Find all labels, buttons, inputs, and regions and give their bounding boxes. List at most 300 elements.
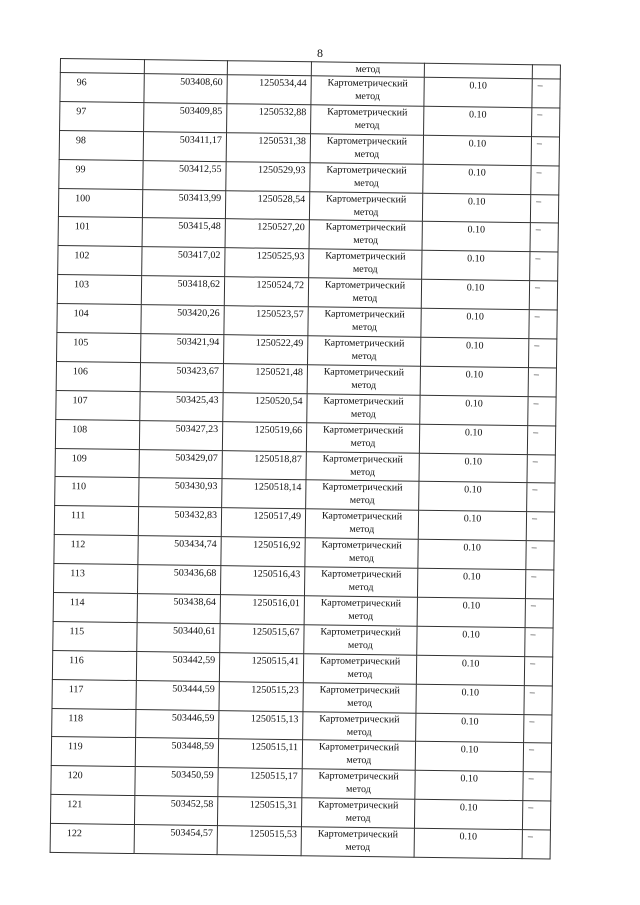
x-coordinate-cell — [139, 420, 222, 450]
point-number-cell — [52, 708, 136, 738]
x-coordinate-cell — [142, 189, 225, 219]
method-line-1: Картометрический — [321, 568, 402, 581]
precision-value: 0.10 — [466, 282, 485, 294]
method-line-2: метод — [348, 610, 374, 623]
method-line-1: Картометрический — [325, 221, 406, 234]
method-cell — [309, 249, 422, 279]
point-number-cell — [51, 737, 135, 767]
precision-cell — [422, 251, 530, 281]
method-cell — [302, 769, 415, 799]
y-coordinate-cell — [217, 797, 301, 827]
method-line-2: метод — [350, 437, 376, 449]
precision-value: 0.10 — [459, 802, 478, 814]
x-coordinate: 503444,59 — [172, 683, 215, 695]
x-coordinate: 503409,85 — [179, 105, 223, 118]
y-coordinate: 1250516,92 — [253, 539, 301, 552]
method-line-2: метод — [347, 668, 373, 680]
y-coordinate-cell — [225, 248, 309, 278]
precision-value: 0.10 — [468, 138, 487, 150]
precision-cell — [418, 511, 526, 541]
precision-cell — [416, 684, 524, 714]
x-coordinate-cell — [137, 622, 220, 652]
method-cell — [305, 509, 418, 539]
method-line-2: метод — [352, 264, 378, 276]
y-coordinate: 1250515,53 — [249, 828, 297, 841]
x-coordinate: 503423,67 — [176, 365, 219, 378]
point-number-cell — [57, 332, 141, 362]
cell-empty — [227, 61, 311, 76]
x-coordinate-cell — [136, 651, 219, 681]
x-coordinate: 503417,02 — [177, 249, 221, 262]
precision-cell — [414, 799, 522, 829]
x-coordinate-cell — [140, 362, 223, 392]
precision-value: 0.10 — [464, 455, 483, 468]
point-number: 122 — [66, 828, 82, 840]
note-value: – — [533, 398, 539, 410]
y-coordinate-cell — [226, 132, 310, 162]
x-coordinate-cell — [143, 131, 226, 161]
x-coordinate-cell — [141, 305, 224, 335]
y-coordinate: 1250516,01 — [252, 597, 300, 610]
method-line-1: Картометрический — [325, 250, 406, 263]
table-row — [50, 824, 550, 859]
precision-value: 0.10 — [461, 658, 480, 670]
precision-value: 0.10 — [464, 427, 483, 439]
x-coordinate: 503429,07 — [175, 452, 218, 464]
note-cell — [525, 599, 553, 628]
precision-value: 0.10 — [465, 369, 484, 381]
method-line-1: Картометрический — [321, 510, 403, 523]
x-coordinate-cell — [143, 160, 226, 190]
point-number: 115 — [69, 626, 85, 638]
note-cell — [529, 310, 557, 339]
note-cell — [524, 685, 552, 714]
method-cell — [311, 105, 424, 135]
point-number: 97 — [76, 106, 87, 118]
note-value: – — [535, 253, 541, 265]
point-number-cell — [54, 506, 138, 536]
point-number-cell — [52, 650, 136, 680]
note-value: – — [537, 109, 543, 121]
point-number-cell — [60, 73, 144, 103]
note-cell — [532, 79, 560, 108]
note-cell — [526, 541, 554, 570]
method-line-1: Картометрический — [326, 164, 407, 177]
point-number-cell — [55, 419, 139, 449]
y-coordinate: 1250519,66 — [254, 424, 303, 436]
y-coordinate-cell — [219, 710, 303, 740]
note-cell — [530, 223, 558, 252]
point-number-cell — [55, 477, 139, 507]
method-line-2: метод — [348, 581, 374, 594]
y-coordinate: 1250516,43 — [252, 568, 301, 581]
y-coordinate: 1250520,54 — [254, 395, 303, 408]
note-value: – — [533, 426, 539, 438]
precision-value: 0.10 — [467, 224, 486, 237]
method-line-2: метод — [349, 524, 375, 536]
method-line-2: метод — [352, 293, 378, 305]
precision-value: 0.10 — [468, 109, 487, 121]
x-coordinate-cell — [135, 767, 218, 797]
point-number-cell — [57, 275, 141, 305]
y-coordinate: 1250515,41 — [251, 655, 300, 667]
method-line-1: Картометрический — [326, 135, 408, 148]
note-cell — [528, 396, 556, 425]
y-coordinate: 1250527,20 — [257, 222, 305, 234]
y-coordinate-cell — [220, 595, 304, 625]
method-line-1: Картометрический — [317, 828, 399, 841]
point-number: 112 — [70, 539, 86, 551]
point-number: 114 — [69, 597, 85, 609]
x-coordinate: 503440,61 — [172, 625, 216, 638]
precision-value: 0.10 — [465, 340, 484, 352]
point-number-cell — [59, 130, 143, 160]
x-coordinate-cell — [140, 391, 223, 421]
precision-cell — [417, 626, 525, 656]
point-number-cell — [52, 679, 136, 709]
precision-cell — [420, 366, 528, 396]
y-coordinate-cell — [218, 739, 302, 769]
method-line-2: метод — [345, 841, 371, 854]
method-cell — [308, 307, 421, 337]
x-coordinate: 503415,48 — [178, 221, 221, 233]
method-line-1: Картометрический — [327, 77, 408, 90]
point-number: 106 — [72, 366, 88, 378]
method-line-2: метод — [351, 379, 377, 392]
method-line-2: метод — [349, 495, 375, 507]
y-coordinate: 1250515,11 — [250, 742, 299, 754]
point-number: 98 — [75, 134, 86, 147]
note-value: – — [528, 802, 534, 814]
point-number-cell — [59, 159, 143, 189]
note-cell — [528, 368, 556, 397]
method-line-1: Картометрический — [320, 626, 401, 639]
method-line-2: метод — [346, 726, 372, 738]
precision-value: 0.10 — [459, 831, 478, 843]
x-coordinate-cell — [134, 796, 217, 826]
y-coordinate: 1250522,49 — [255, 337, 304, 350]
note-cell — [523, 772, 551, 801]
precision-cell — [416, 655, 524, 685]
point-number: 109 — [71, 452, 87, 464]
note-cell — [532, 108, 560, 137]
note-cell — [525, 570, 553, 599]
x-coordinate: 503450,59 — [171, 769, 214, 782]
note-value: – — [527, 831, 533, 843]
method-line-2: метод — [347, 639, 373, 652]
precision-cell — [418, 539, 526, 569]
y-coordinate: 1250517,49 — [253, 510, 302, 523]
note-cell — [527, 483, 555, 512]
y-coordinate: 1250515,23 — [251, 684, 299, 696]
point-number: 100 — [75, 192, 91, 204]
cell-empty — [532, 65, 560, 79]
point-number-cell — [56, 390, 140, 420]
x-coordinate: 503438,64 — [173, 596, 216, 609]
note-value: – — [531, 513, 538, 525]
method-cell — [307, 365, 420, 395]
cell-empty — [424, 63, 532, 78]
method-cell — [306, 451, 419, 481]
y-coordinate-cell — [224, 306, 308, 336]
y-coordinate-cell — [221, 508, 305, 538]
y-coordinate-cell — [217, 826, 301, 856]
method-line-1: Картометрический — [318, 770, 399, 783]
y-coordinate-cell — [227, 104, 311, 134]
y-coordinate-cell — [227, 75, 311, 105]
method-cell — [308, 278, 421, 308]
method-line-1: Картометрический — [321, 539, 402, 552]
y-coordinate-cell — [223, 364, 307, 394]
method-line-1: Картометрический — [324, 308, 405, 321]
point-number-cell — [50, 824, 134, 854]
method-cell — [303, 682, 416, 712]
cell-empty — [60, 59, 144, 74]
note-cell — [527, 425, 555, 454]
method-cell — [309, 191, 422, 221]
y-coordinate: 1250521,48 — [255, 366, 303, 379]
x-coordinate: 503454,57 — [170, 827, 213, 840]
x-coordinate-cell — [136, 709, 219, 739]
note-value: – — [532, 455, 538, 467]
precision-cell — [424, 77, 532, 107]
y-coordinate-cell — [219, 681, 303, 711]
method-cell — [307, 394, 420, 424]
x-coordinate-cell — [142, 218, 225, 248]
method-cell — [304, 596, 417, 626]
x-coordinate: 503432,83 — [174, 509, 218, 522]
x-coordinate: 503436,68 — [173, 567, 217, 580]
point-number-cell — [56, 361, 140, 391]
method-line-2: метод — [353, 206, 379, 218]
precision-value: 0.10 — [467, 195, 486, 208]
note-value: – — [532, 484, 538, 496]
note-cell — [525, 628, 553, 657]
precision-cell — [414, 828, 522, 858]
x-coordinate-cell — [144, 102, 227, 132]
point-number-cell — [51, 766, 135, 796]
precision-cell — [419, 482, 527, 512]
y-coordinate: 1250524,72 — [256, 279, 305, 292]
method-line-1: Картометрический — [325, 193, 407, 206]
y-coordinate-cell — [224, 277, 308, 307]
point-number-cell — [50, 795, 134, 825]
method-line-1: Картометрический — [319, 655, 401, 668]
note-cell — [531, 165, 559, 194]
y-coordinate-cell — [226, 161, 310, 191]
method-line-2: метод — [353, 177, 379, 189]
x-coordinate-cell — [142, 247, 225, 277]
point-number: 102 — [74, 250, 90, 262]
x-coordinate-cell — [139, 478, 222, 508]
note-cell — [527, 454, 555, 483]
point-number-cell — [54, 535, 138, 565]
note-cell — [530, 252, 558, 281]
point-number: 120 — [67, 770, 83, 782]
precision-cell — [415, 742, 523, 772]
y-coordinate: 1250515,17 — [250, 770, 298, 783]
x-coordinate: 503420,26 — [177, 307, 220, 320]
note-cell — [530, 194, 558, 223]
method-line-2: метод — [350, 466, 376, 478]
method-line-1: Картометрический — [327, 106, 408, 119]
method-cell — [302, 740, 415, 770]
y-coordinate-cell — [222, 421, 306, 451]
x-coordinate: 503421,94 — [176, 336, 220, 349]
precision-cell — [419, 453, 527, 483]
y-coordinate: 1250525,93 — [256, 250, 305, 263]
point-number: 116 — [69, 654, 84, 667]
note-value: – — [535, 224, 541, 236]
note-value: – — [531, 571, 537, 583]
precision-value: 0.10 — [460, 744, 479, 757]
point-number-cell — [60, 101, 144, 131]
method-line-2: метод — [353, 235, 379, 247]
method-line-2: метод — [346, 755, 372, 767]
note-value: – — [534, 340, 540, 352]
y-coordinate: 1250523,57 — [256, 308, 304, 321]
note-cell — [526, 512, 554, 541]
note-cell — [522, 801, 550, 830]
note-cell — [524, 656, 552, 685]
x-coordinate: 503408,60 — [180, 76, 223, 89]
point-number-cell — [53, 592, 137, 622]
precision-value: 0.10 — [462, 629, 480, 641]
point-number: 108 — [72, 423, 88, 436]
point-number-cell — [54, 564, 138, 594]
method-cell — [310, 162, 423, 192]
point-number: 101 — [74, 221, 90, 233]
y-coordinate-cell — [222, 479, 306, 509]
x-coordinate-cell — [141, 334, 224, 364]
note-cell — [529, 281, 557, 310]
x-coordinate-cell — [138, 507, 221, 537]
method-cell — [304, 625, 417, 655]
y-coordinate: 1250515,31 — [249, 799, 298, 812]
note-cell — [528, 339, 556, 368]
method-cell — [310, 134, 423, 164]
point-number-cell — [58, 217, 142, 247]
precision-cell — [417, 597, 525, 627]
point-number: 119 — [67, 741, 83, 753]
y-coordinate: 1250515,67 — [251, 626, 300, 639]
method-line-1: Картометрический — [318, 799, 399, 812]
precision-value: 0.10 — [467, 253, 485, 265]
point-number: 117 — [68, 683, 84, 696]
method-line-1: Картометрический — [320, 597, 402, 610]
x-coordinate: 503434,74 — [174, 538, 217, 551]
precision-cell — [423, 135, 531, 165]
note-cell — [524, 714, 552, 743]
y-coordinate: 1250529,93 — [257, 164, 306, 176]
x-coordinate-cell — [138, 536, 221, 566]
note-value: – — [530, 629, 536, 641]
method-line-2: метод — [348, 553, 374, 565]
method-line-1: Картометрический — [323, 366, 405, 379]
precision-value: 0.10 — [462, 571, 481, 583]
point-number: 96 — [76, 77, 87, 89]
point-number: 118 — [68, 712, 84, 724]
y-coordinate-cell — [224, 335, 308, 365]
y-coordinate-cell — [221, 537, 305, 567]
method-line-2: метод — [355, 90, 380, 103]
method-cell — [306, 422, 419, 452]
y-coordinate-cell — [220, 566, 304, 596]
note-value: – — [534, 282, 541, 294]
precision-value: 0.10 — [461, 715, 479, 728]
coordinates-table — [50, 58, 561, 860]
method-line-1: Картометрический — [324, 337, 405, 350]
precision-cell — [420, 337, 528, 367]
note-value: – — [530, 600, 536, 612]
precision-cell — [416, 713, 524, 743]
precision-cell — [422, 222, 530, 252]
y-coordinate: 1250528,54 — [257, 193, 306, 205]
precision-cell — [421, 308, 529, 338]
cell-empty — [144, 60, 227, 75]
point-number: 105 — [73, 337, 89, 349]
note-value: – — [529, 686, 535, 698]
precision-value: 0.10 — [462, 600, 481, 612]
precision-cell — [421, 279, 529, 309]
method-line-2: метод — [347, 697, 373, 709]
y-coordinate: 1250515,13 — [250, 713, 299, 725]
precision-value: 0.10 — [461, 687, 480, 699]
y-coordinate-cell — [219, 652, 303, 682]
method-cell — [306, 480, 419, 510]
x-coordinate-cell — [141, 276, 224, 306]
note-value: – — [531, 542, 537, 554]
x-coordinate: 503448,59 — [171, 741, 215, 753]
note-value: – — [528, 744, 535, 756]
precision-cell — [419, 424, 527, 454]
x-coordinate-cell — [134, 825, 217, 855]
precision-cell — [422, 193, 530, 223]
x-coordinate: 503412,55 — [178, 163, 222, 175]
x-coordinate-cell — [137, 565, 220, 595]
method-line-2: метод — [351, 350, 377, 363]
method-line-2: метод — [354, 119, 380, 132]
note-cell — [531, 136, 559, 165]
point-number: 113 — [70, 568, 85, 580]
continued-method-text: метод — [355, 63, 381, 76]
method-line-1: Картометрический — [322, 424, 404, 437]
y-coordinate: 1250518,87 — [254, 453, 302, 465]
note-cell — [522, 830, 550, 859]
x-coordinate-cell — [137, 594, 220, 624]
method-line-2: метод — [345, 813, 371, 825]
method-cell — [301, 827, 414, 857]
y-coordinate-cell — [218, 768, 302, 798]
method-line-2: метод — [354, 148, 380, 160]
y-coordinate: 1250518,14 — [253, 482, 302, 494]
point-number: 104 — [73, 308, 89, 320]
note-value: – — [533, 369, 539, 381]
y-coordinate-cell — [225, 219, 309, 249]
method-cell — [301, 798, 414, 828]
method-cell — [308, 336, 421, 366]
method-cell — [311, 76, 424, 106]
precision-value: 0.10 — [463, 542, 481, 554]
x-coordinate: 503413,99 — [178, 192, 222, 204]
y-coordinate-cell — [225, 190, 309, 220]
precision-cell — [424, 106, 532, 136]
precision-cell — [415, 771, 523, 801]
method-cell — [303, 654, 416, 684]
precision-value: 0.10 — [468, 167, 486, 179]
precision-value: 0.10 — [464, 484, 482, 497]
page-number: 8 — [317, 46, 323, 60]
